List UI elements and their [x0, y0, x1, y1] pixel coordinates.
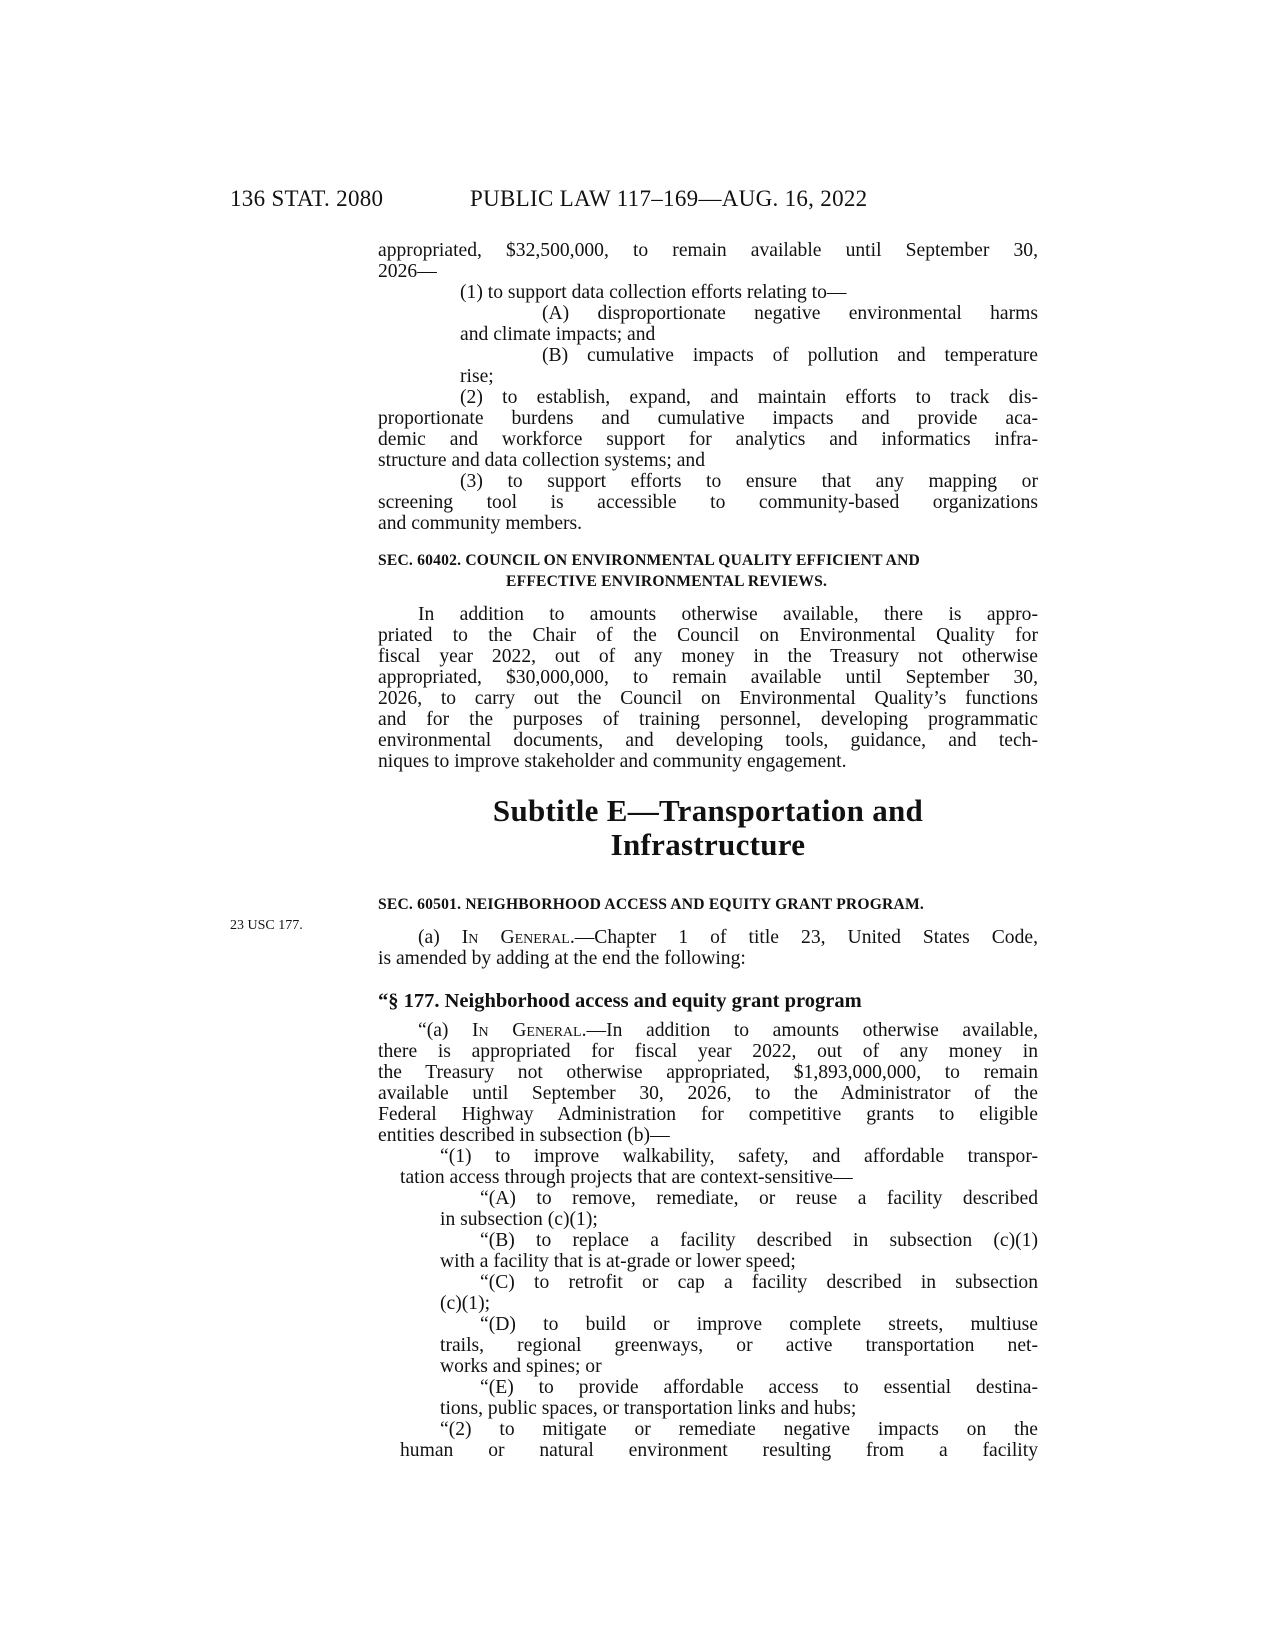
section-177-subparagraph-C: “(C) to retrofit or cap a facility described in subsection (c)(1); — [440, 1272, 1038, 1314]
paragraph-3: (3) to support efforts to ensure that any mapping or screening tool is accessible to community-based organizations and community members. — [378, 471, 1038, 534]
section-177-subparagraph-D: “(D) to build or improve complete streets, multiuse trails, regional greenways, or active transportation net- works and spines; or — [440, 1314, 1038, 1377]
paragraph-1: (1) to support data collection efforts relating to— — [460, 282, 847, 303]
section-177-subsection-a: “(a) In General.—In addition to amounts otherwise available, there is appropriated for fiscal year 2022, out of any money in the Treasury not otherwise appropriated, $1,893,000,000, to remain available until September 30, 2026, to the Administrator of the Federal Highway Administration for competitive grants to eligible entities described in subsection (b)— — [378, 1020, 1038, 1146]
subparagraph-1A: (A) disproportionate negative environmental harms and climate impacts; and — [460, 303, 1038, 345]
section-60501-heading: SEC. 60501. NEIGHBORHOOD ACCESS AND EQUITY GRANT PROGRAM. — [378, 896, 924, 913]
section-177-paragraph-1: “(1) to improve walkability, safety, and affordable transpor- tation access through projects that are context-sensitive— — [400, 1146, 1038, 1188]
section-60501-subsection-a: (a) In General.—Chapter 1 of title 23, United States Code, is amended by adding at the end the following: — [378, 927, 1038, 969]
section-177-paragraph-2: “(2) to mitigate or remediate negative impacts on the human or natural environment resulting from a facility — [400, 1419, 1038, 1461]
section-60402-body: In addition to amounts otherwise available, there is appro- priated to the Chair of the Council on Environmental Quality for fiscal year 2022, out of any money in the Treasury not otherwise appropriated, $30,000,000, to remain available until September 30, 2026, to carry out the Council on Environmental Quality’s functions and for the purposes of training personnel, developing programmatic environmental documents, and developing tools, guidance, and tech- niques to improve stakeholder and community engagement. — [378, 604, 1038, 772]
section-177-title: “§ 177. Neighborhood access and equity grant program — [378, 990, 862, 1012]
document-body — [378, 240, 1038, 1461]
subtitle-heading: Subtitle E—Transportation and Infrastructure — [492, 793, 924, 862]
running-header: PUBLIC LAW 117–169—AUG. 16, 2022 — [470, 186, 868, 211]
section-177-subparagraph-E: “(E) to provide affordable access to essential destina- tions, public spaces, or transportation links and hubs; — [440, 1377, 1038, 1419]
section-177-subparagraph-A: “(A) to remove, remediate, or reuse a facility described in subsection (c)(1); — [440, 1188, 1038, 1230]
continuation-paragraph: appropriated, $32,500,000, to remain available until September 30, 2026— — [378, 240, 1038, 282]
section-60402-heading: SEC. 60402. COUNCIL ON ENVIRONMENTAL QUALITY EFFICIENT AND EFFECTIVE ENVIRONMENTAL REVIEWS. — [378, 552, 921, 590]
statute-page-number: 136 STAT. 2080 — [230, 186, 384, 211]
section-177-subparagraph-B: “(B) to replace a facility described in subsection (c)(1) with a facility that is at-grade or lower speed; — [440, 1230, 1038, 1272]
paragraph-2: (2) to establish, expand, and maintain efforts to track dis- proportionate burdens and cumulative impacts and provide aca- demic and workforce support for analytics and informatics infra- structure and data collection systems; and — [378, 387, 1038, 471]
subparagraph-1B: (B) cumulative impacts of pollution and temperature rise; — [460, 345, 1038, 387]
margin-citation-note: 23 USC 177. — [230, 918, 303, 933]
